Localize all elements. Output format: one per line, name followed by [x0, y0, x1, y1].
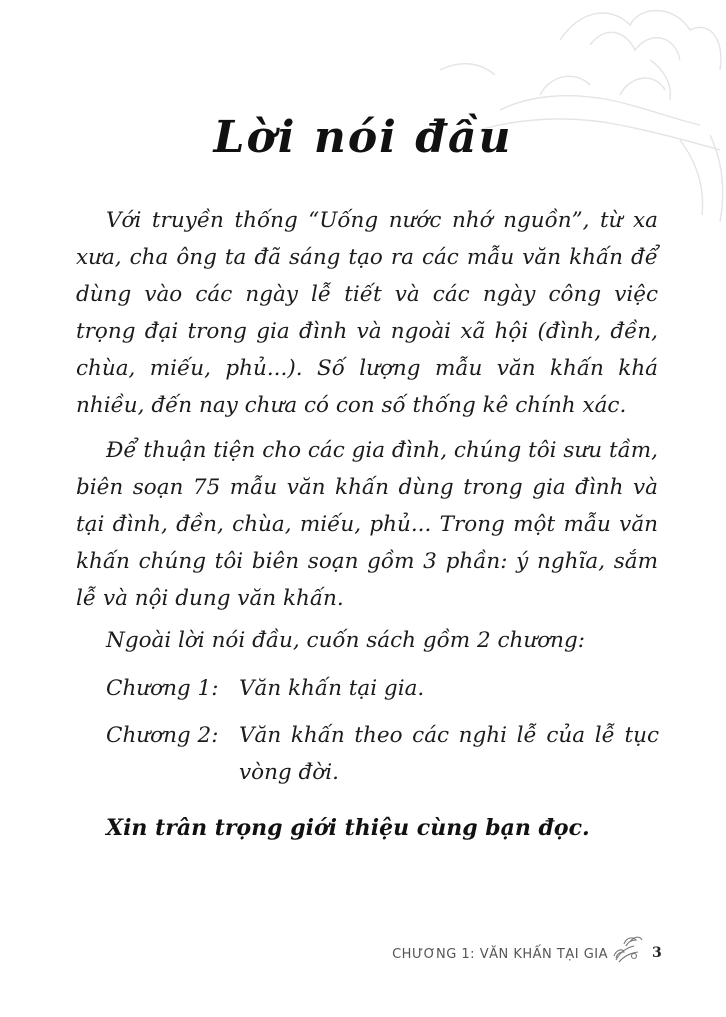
chapter-label: Chương 1:: [106, 676, 219, 701]
page-title: Lời nói đầu: [213, 112, 513, 163]
chapter-title: Văn khấn theo các nghi lễ của lễ tục vòng đời.: [239, 723, 659, 785]
closing-line: Xin trân trọng giới thiệu cùng bạn đọc.: [106, 815, 590, 841]
running-header: CHƯƠNG 1: VĂN KHẤN TẠI GIA: [392, 947, 608, 962]
intro-paragraph-3: Ngoài lời nói đầu, cuốn sách gồm 2 chương:: [106, 628, 586, 653]
lotus-ornament-icon: [610, 934, 644, 966]
page-number: 3: [652, 945, 662, 961]
intro-paragraph-1: Với truyền thống “Uống nước nhớ nguồn”, từ xa xưa, cha ông ta đã sáng tạo ra các mẫu văn khấn để dùng vào các ngày lễ tiết và các ngày công việc trọng đại trong gia đình và ngoài xã hội (đình, đền, chùa, miếu, phủ...). Số lượng mẫu văn khấn khá nhiều, đến nay chưa có con số thống kê chính xác.: [76, 208, 658, 418]
intro-paragraph-2: Để thuận tiện cho các gia đình, chúng tôi sưu tầm, biên soạn 75 mẫu văn khấn dùng trong gia đình và tại đình, đền, chùa, miếu, phủ... Trong một mẫu văn khấn chúng tôi biên soạn gồm 3 phần: ý nghĩa, sắm lễ và nội dung văn khấn.: [76, 438, 658, 611]
chapter-label: Chương 2:: [106, 723, 219, 748]
chapter-title: Văn khấn tại gia.: [239, 676, 425, 701]
